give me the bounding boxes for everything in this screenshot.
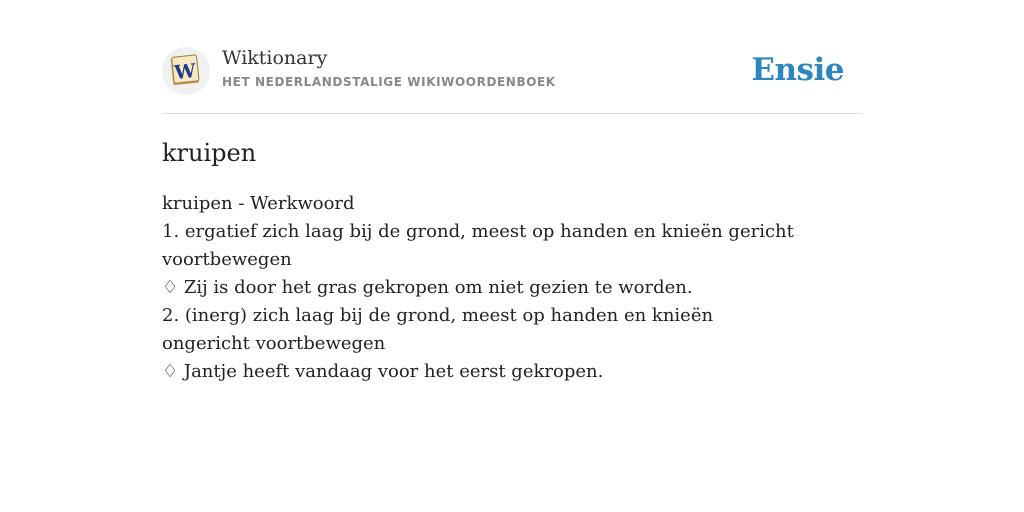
definition-line: 1. ergatief zich laag bij de grond, meest op handen en knieën gericht voortbewegen xyxy=(162,221,794,270)
definition-body xyxy=(162,190,802,386)
example-line: ♢ Jantje heeft vandaag voor het eerst gekropen. xyxy=(162,361,604,382)
svg-text:W: W xyxy=(173,60,197,85)
wiktionary-w-icon xyxy=(168,53,204,89)
page xyxy=(162,0,862,382)
brand-logo-link[interactable]: Ensie xyxy=(751,52,844,88)
site-subtitle: HET NEDERLANDSTALIGE WIKIWOORDENBOEK xyxy=(222,75,556,89)
entry-title: kruipen xyxy=(162,139,257,167)
wiktionary-logo[interactable] xyxy=(162,47,210,95)
example-line: ♢ Zij is door het gras gekropen om niet gezien te worden. xyxy=(162,277,693,298)
site-title[interactable]: Wiktionary xyxy=(222,47,328,69)
definition-line: 2. (inerg) zich laag bij de grond, meest op handen en knieën ongericht voortbewegen xyxy=(162,305,714,354)
definition-line: kruipen - Werkwoord xyxy=(162,193,355,214)
header xyxy=(162,0,862,114)
